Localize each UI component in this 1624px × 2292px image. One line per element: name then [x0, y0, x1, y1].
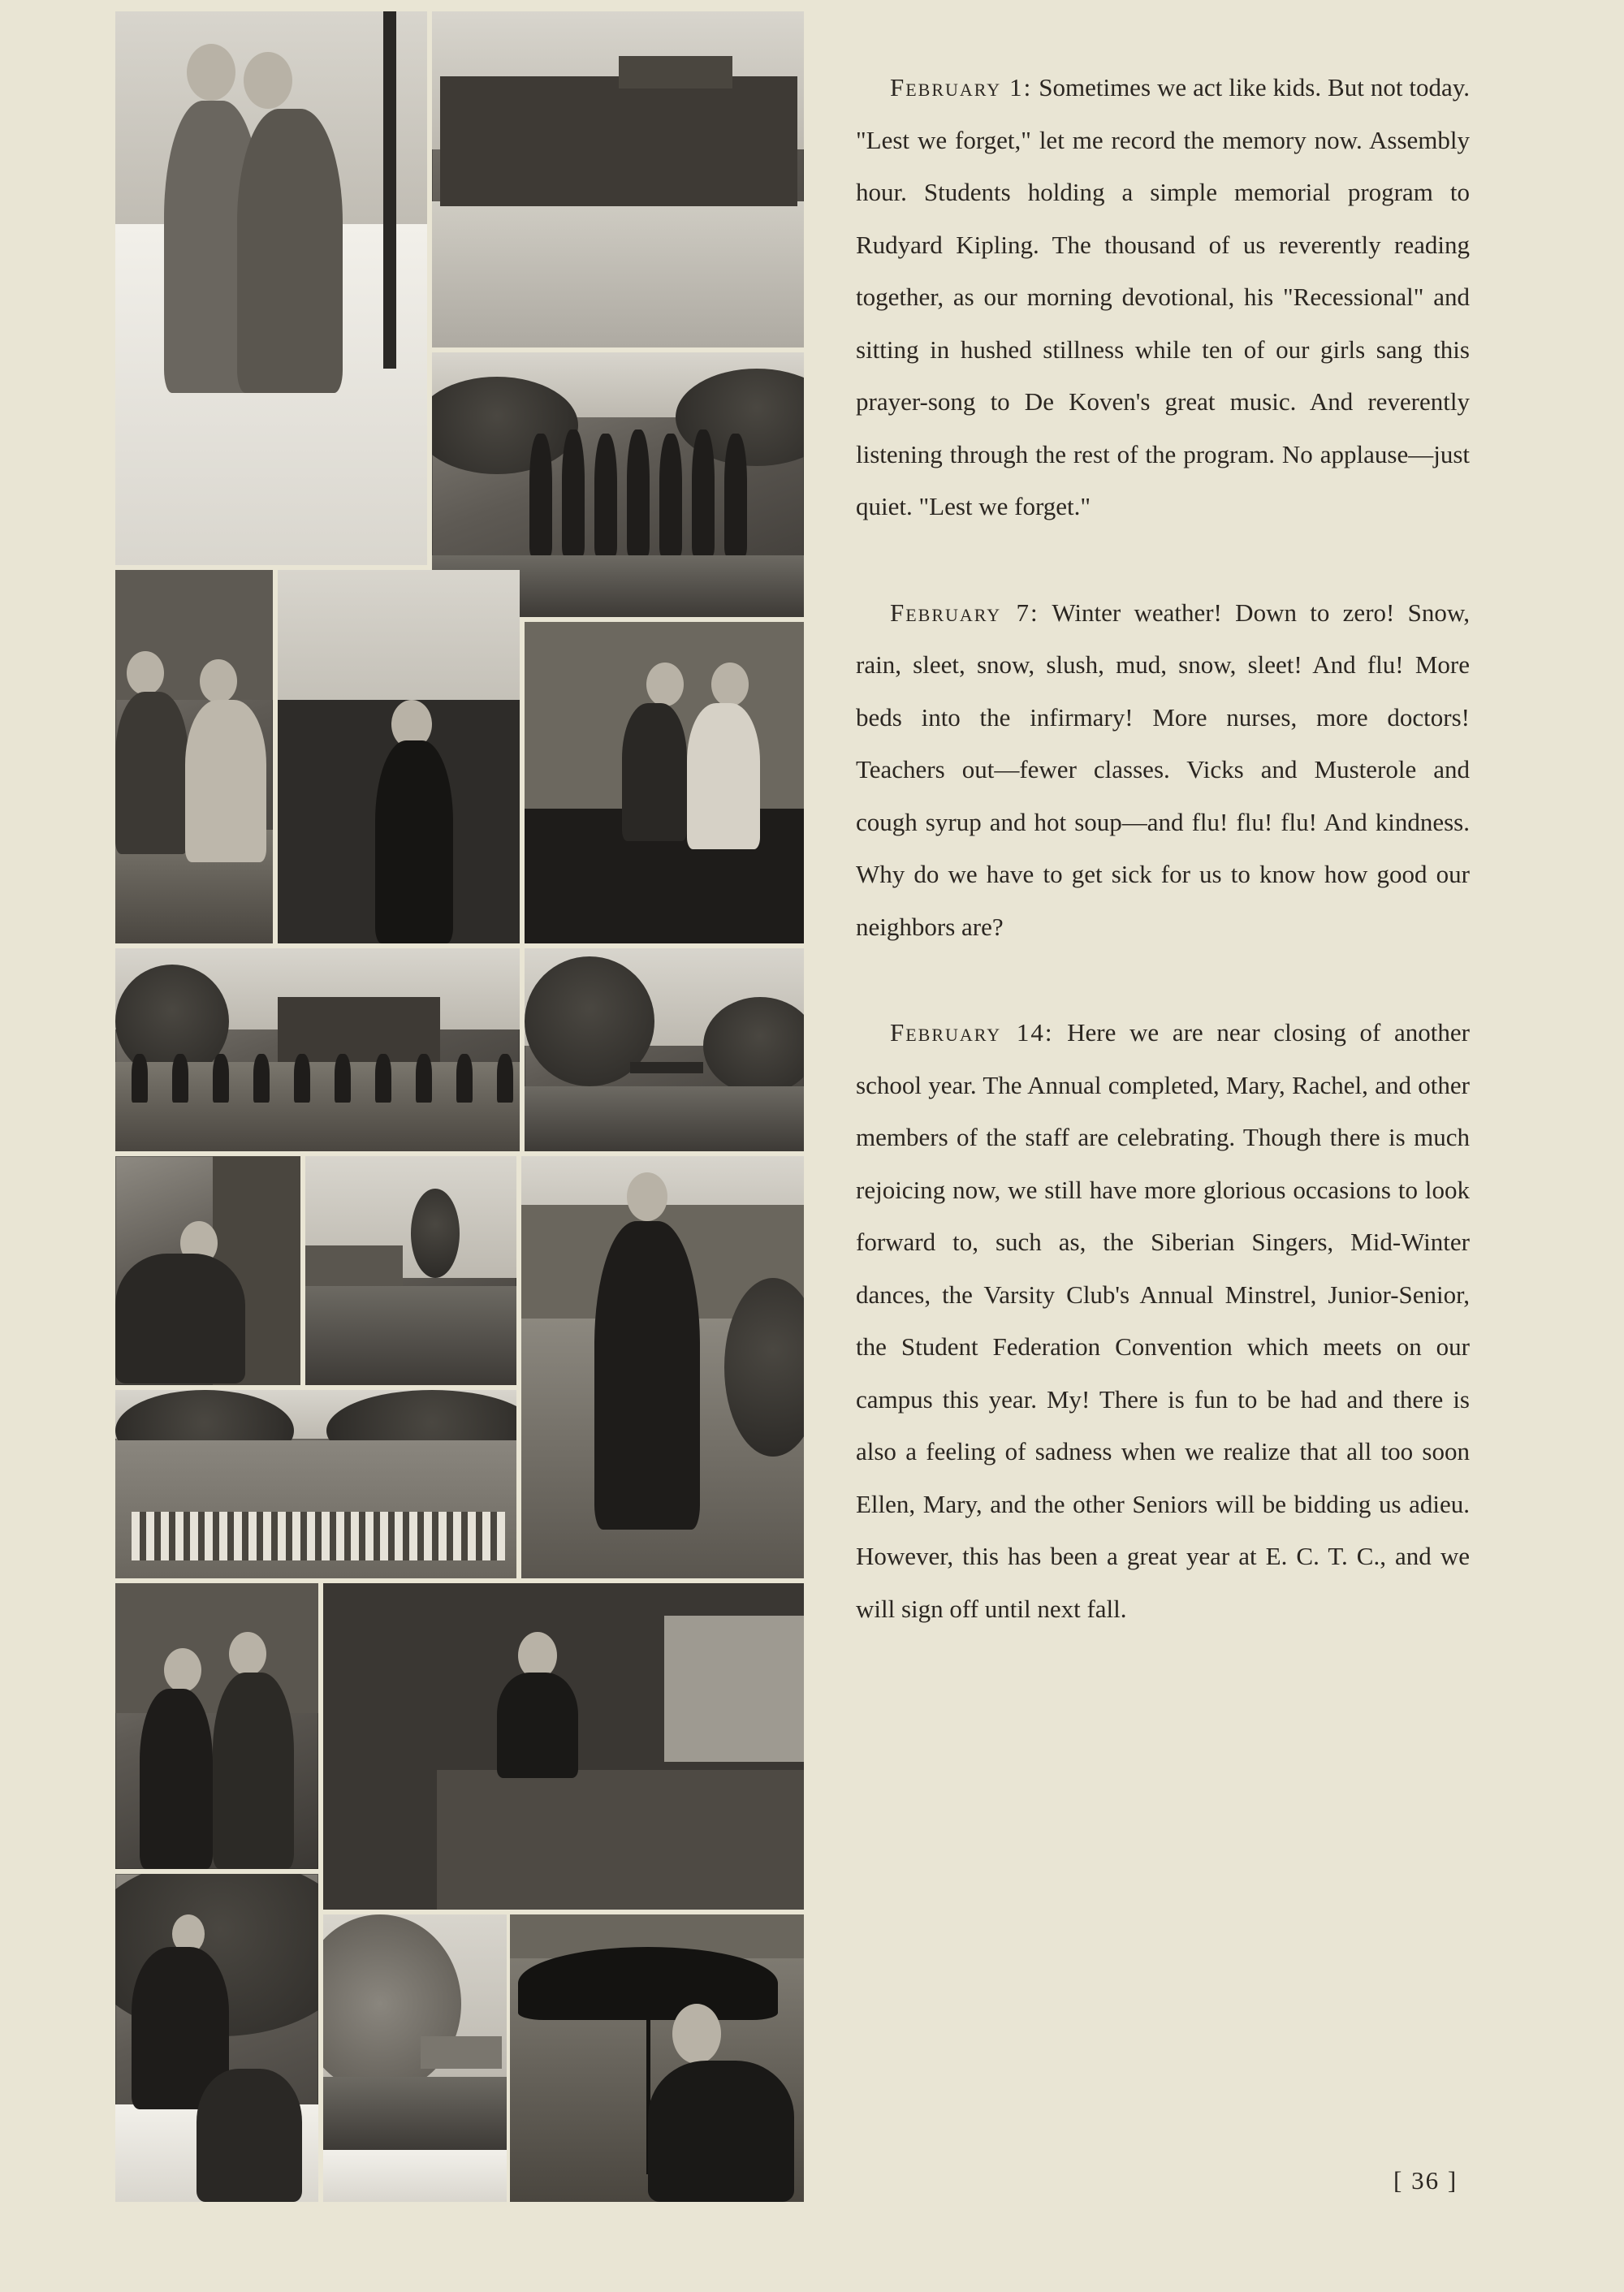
entry-date: February 1:: [890, 73, 1033, 101]
diary-entry-feb-1: [856, 62, 1470, 533]
diary-entry-feb-14: [856, 1007, 1470, 1635]
photo-couple-on-car: [525, 622, 804, 943]
photo-willow-pond: [323, 1914, 507, 2202]
photo-woman-by-car: [278, 570, 520, 943]
diary-text-column: [856, 62, 1470, 1635]
photo-two-girls-seated: [115, 570, 273, 943]
page-number: [ 36 ]: [1393, 2166, 1458, 2195]
entry-text: Sometimes we act like kids. But not today. "Lest we forget," let me record the memory now. Assembly hour. Students holding a simple memorial program to Rudyard Kipling. The thousand of us reverently reading together, as our morning devotional, his "Recessional" and sitting in hushed stillness while ten of our girls sang this prayer-song to De Koven's great music. And reverently listening through the rest of the program. No applause—just quiet. "Lest we forget.": [856, 73, 1471, 520]
photo-procession-campus: [115, 948, 520, 1151]
photo-auditorium-building: [432, 11, 804, 347]
entry-text: Here we are near closing of another school year. The Annual completed, Mary, Rachel, and other members of the staff are celebrating. Though there is much rejoicing now, we still have more glorious occasions to look forward to, such as, the Siberian Singers, Mid-Winter dances, the Varsity Club's Annual Minstrel, Junior-Senior, the Student Federation Convention which meets on our campus this year. My! There is fun to be had and there is also a feeling of sadness when we realize that all too soon Ellen, Mary, and the other Seniors will be bidding us adieu. However, this has been a great year at E. C. T. C., and we will sign off until next fall.: [856, 1018, 1471, 1623]
photo-lab-classroom: [323, 1583, 804, 1910]
photo-pond-buildings: [305, 1156, 516, 1385]
diary-entry-feb-7: [856, 587, 1470, 954]
photo-man-with-umbrella: [510, 1914, 804, 2202]
photo-bridge-pond: [525, 948, 804, 1151]
photo-crowd-formation: [115, 1390, 516, 1578]
photo-group-of-girls: [115, 1874, 318, 2202]
photo-two-women-in-snow: [115, 11, 427, 565]
photo-two-girls-by-building: [115, 1583, 318, 1869]
photo-man-with-books: [521, 1156, 804, 1578]
photo-students-at-wall: [115, 1156, 300, 1385]
entry-date: February 7:: [890, 598, 1039, 627]
entry-text: Winter weather! Down to zero! Snow, rain, sleet, snow, slush, mud, snow, sleet! And flu! More beds into the infirmary! More nurses, more doctors! Teachers out—fewer classes. Vicks and Musterole and cough syrup and hot soup—and flu! flu! flu! And kindness. Why do we have to get sick for us to know how good our neighbors are?: [856, 598, 1471, 941]
entry-date: February 14:: [890, 1018, 1054, 1047]
